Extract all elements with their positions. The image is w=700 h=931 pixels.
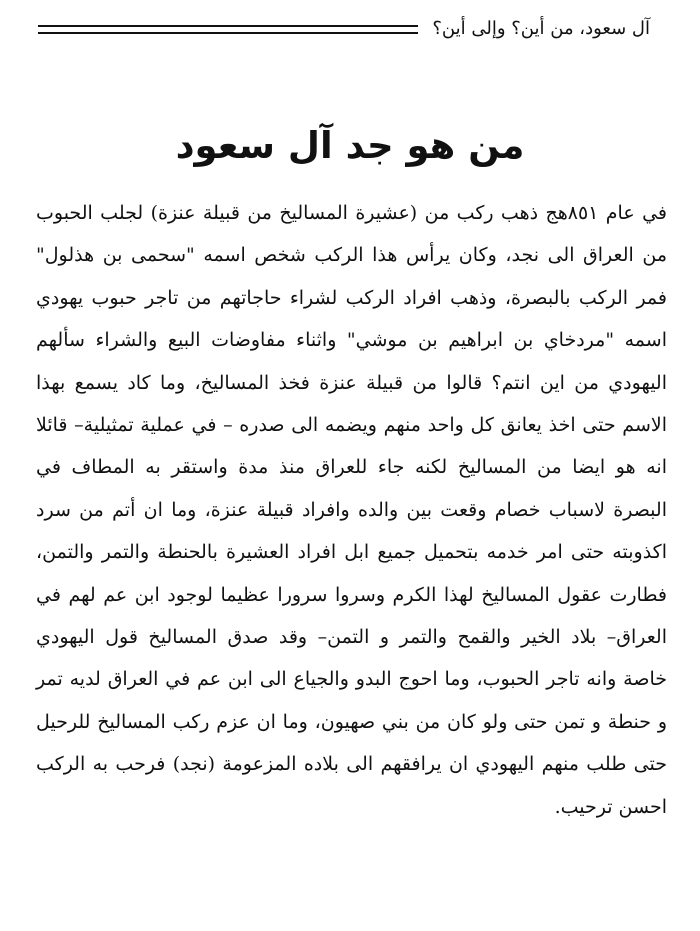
header-double-rule	[38, 25, 418, 34]
running-title: آل سعود، من أين؟ وإلى أين؟	[432, 18, 650, 39]
chapter-title: من هو جد آل سعود	[175, 123, 525, 167]
body-paragraph: في عام ٨٥١هج ذهب ركب من (عشيرة المساليخ من قبيلة عنزة) لجلب الحبوب من العراق الى نجد، وكان يرأس هذا الركب شخص اسمه "سحمى بن هذلول" فمر الركب بالبصرة، وذهب افراد الركب لشراء حاجاتهم من تاجر حبوب يهودي اسمه "مردخاي بن ابراهيم بن موشي" واثناء مفاوضات البيع والشراء سألهم اليهودي من اين انتم؟ قالوا من قبيلة عنزة فخذ المساليخ، وما كاد يسمع بهذا الاسم حتى اخذ يعانق كل واحد منهم ويضمه الى صدره – في عملية تمثيلية– قائلا انه هو ايضا من المساليخ لكنه جاء للعراق منذ مدة واستقر به المطاف في البصرة لاسباب خصام وقعت بين والده وافراد قبيلة عنزة، وما ان أتم من سرد اكذوبته حتى امر خدمه بتحميل جميع ابل افراد العشيرة بالحنطة والتمر والتمن، فطارت عقول المساليخ لهذا الكرم وسروا سرورا عظيما لوجود ابن عم لهم في العراق– بلاد الخير والقمح والتمر و التمن– وقد صدق المساليخ قول اليهودي خاصة وانه تاجر الحبوب، وما احوج البدو والجياع الى ابن عم في العراق لديه تمر و حنطة و تمن حتى ولو كان من بني صهيون، وما ان عزم ركب المساليخ للرحيل حتى طلب منهم اليهودي ان يرافقهم الى بلاده المزعومة (نجد) فرحب به الركب احسن ترحيب.	[36, 202, 668, 818]
running-header	[38, 14, 664, 44]
